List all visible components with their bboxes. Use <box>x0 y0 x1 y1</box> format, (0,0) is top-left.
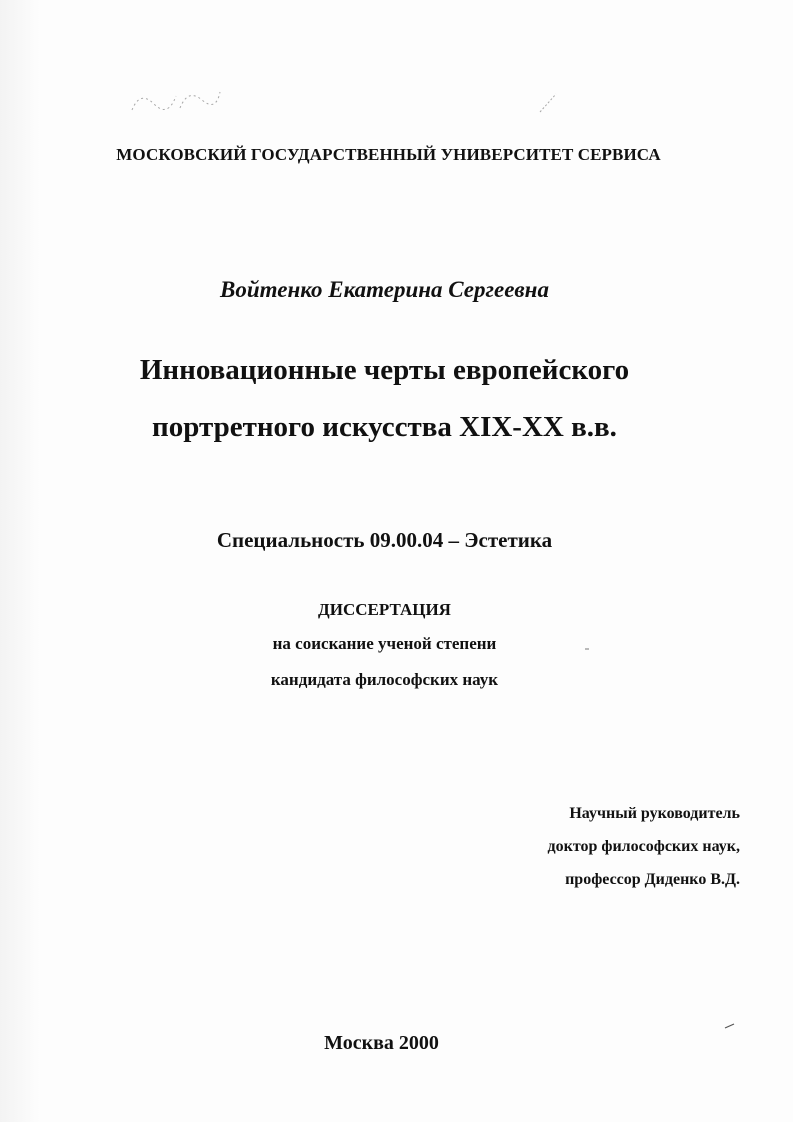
dissertation-label: ДИССЕРТАЦИЯ <box>318 600 451 619</box>
pencil-marks <box>110 70 570 130</box>
supervisor-label: Научный руководитель <box>569 805 740 822</box>
degree-line-2: кандидата философских наук <box>270 670 499 689</box>
supervisor-name: профессор Диденко В.Д. <box>565 871 740 888</box>
supervisor-degree: доктор философских наук, <box>547 838 740 855</box>
ink-speck <box>724 1022 736 1030</box>
degree-line-1: на соискание ученой степени <box>272 634 497 653</box>
dissertation-title-line-2: портретного искусства XIX-XX в.в. <box>152 411 617 443</box>
city-year: Москва 2000 <box>324 1032 439 1054</box>
author-name: Войтенко Екатерина Сергеевна <box>220 277 549 302</box>
dissertation-title-line-1: Инновационные черты европейского <box>139 354 630 386</box>
university-name: МОСКОВСКИЙ ГОСУДАРСТВЕННЫЙ УНИВЕРСИТЕТ СЕРВИСА <box>116 145 661 164</box>
specialty: Специальность 09.00.04 – Эстетика <box>216 528 553 552</box>
scan-margin <box>0 0 40 1122</box>
